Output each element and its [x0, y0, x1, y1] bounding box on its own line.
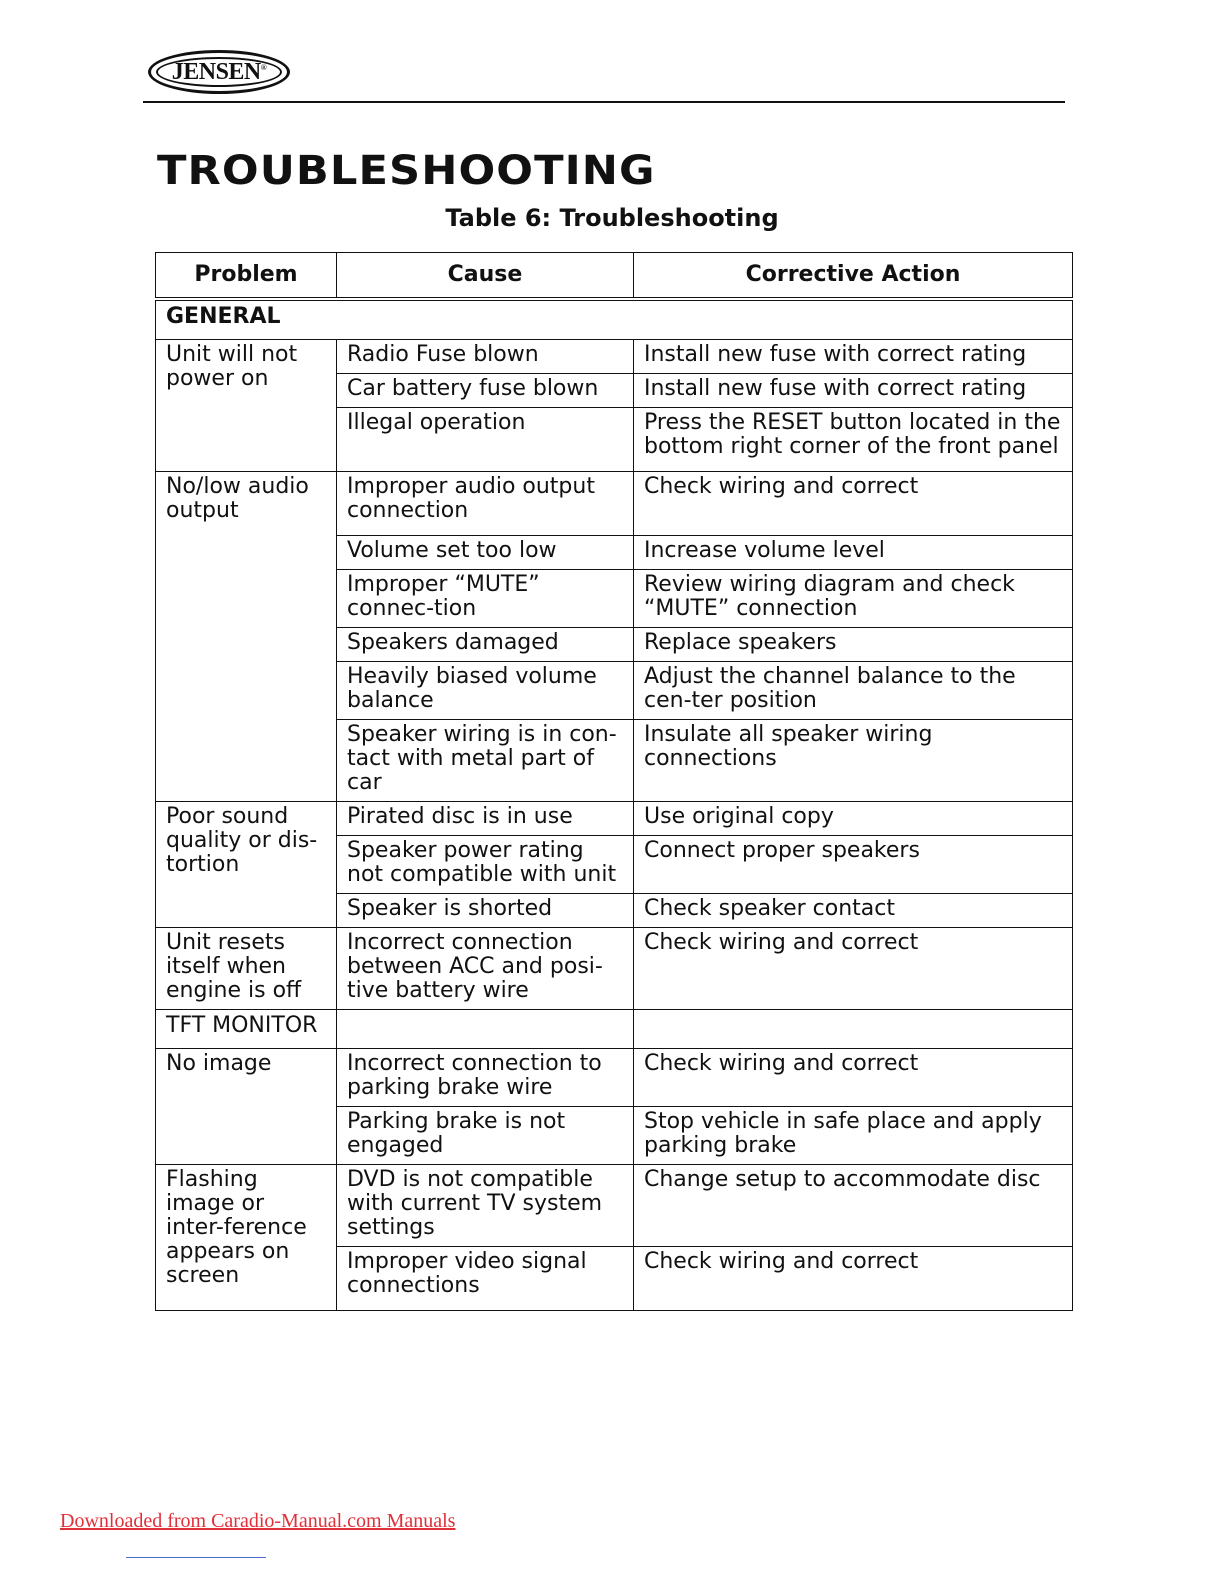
action-cell: Install new fuse with correct rating — [634, 340, 1073, 374]
action-cell: Check wiring and correct — [634, 1247, 1073, 1311]
jensen-logo — [148, 50, 290, 94]
header-corrective-action: Corrective Action — [634, 253, 1073, 300]
logo-text: JENSEN® — [171, 58, 267, 85]
action-cell: Stop vehicle in safe place and apply parking brake — [634, 1107, 1073, 1165]
section-row — [156, 1010, 1073, 1049]
action-cell: Adjust the channel balance to the cen-ter position — [634, 662, 1073, 720]
footer-download-link[interactable]: Downloaded from Caradio-Manual.com Manuals — [60, 1510, 456, 1532]
cause-cell: Car battery fuse blown — [337, 374, 634, 408]
action-cell: Check wiring and correct — [634, 928, 1073, 1010]
cause-cell: Radio Fuse blown — [337, 340, 634, 374]
empty-cell — [634, 1010, 1073, 1049]
problem-cell: Unit resets itself when engine is off — [156, 928, 337, 1010]
action-cell: Review wiring diagram and check “MUTE” connection — [634, 570, 1073, 628]
action-cell: Use original copy — [634, 802, 1073, 836]
problem-cell: Poor sound quality or dis-tortion — [156, 802, 337, 928]
cause-cell: Speaker wiring is in con-tact with metal part of car — [337, 720, 634, 802]
cause-cell: Incorrect connection between ACC and posi-tive battery wire — [337, 928, 634, 1010]
table-header-row — [156, 253, 1073, 300]
table-row — [156, 340, 1073, 374]
action-cell: Check speaker contact — [634, 894, 1073, 928]
cause-cell: Improper “MUTE” connec-tion — [337, 570, 634, 628]
cause-cell: Improper video signal connections — [337, 1247, 634, 1311]
table-row — [156, 1165, 1073, 1247]
section-row — [156, 299, 1073, 340]
cause-cell: Speakers damaged — [337, 628, 634, 662]
section-label: TFT MONITOR — [156, 1010, 337, 1049]
action-cell: Change setup to accommodate disc — [634, 1165, 1073, 1247]
action-cell: Check wiring and correct — [634, 472, 1073, 536]
cause-cell: DVD is not compatible with current TV system settings — [337, 1165, 634, 1247]
cause-cell: Pirated disc is in use — [337, 802, 634, 836]
cause-cell: Speaker is shorted — [337, 894, 634, 928]
cause-cell: Incorrect connection to parking brake wire — [337, 1049, 634, 1107]
action-cell: Check wiring and correct — [634, 1049, 1073, 1107]
problem-cell: Unit will not power on — [156, 340, 337, 472]
action-cell: Install new fuse with correct rating — [634, 374, 1073, 408]
header-cause: Cause — [337, 253, 634, 300]
header-problem: Problem — [156, 253, 337, 300]
cause-cell: Volume set too low — [337, 536, 634, 570]
table-row — [156, 1049, 1073, 1107]
section-label: GENERAL — [156, 299, 1073, 340]
cause-cell: Parking brake is not engaged — [337, 1107, 634, 1165]
header-rule — [143, 101, 1065, 103]
cause-cell: Heavily biased volume balance — [337, 662, 634, 720]
problem-cell: No image — [156, 1049, 337, 1165]
table-row — [156, 802, 1073, 836]
troubleshooting-table — [155, 252, 1073, 1311]
problem-cell: No/low audio output — [156, 472, 337, 802]
action-cell: Increase volume level — [634, 536, 1073, 570]
cause-cell: Improper audio output connection — [337, 472, 634, 536]
action-cell: Press the RESET button located in the bottom right corner of the front panel — [634, 408, 1073, 472]
action-cell: Replace speakers — [634, 628, 1073, 662]
action-cell: Insulate all speaker wiring connections — [634, 720, 1073, 802]
table-row — [156, 928, 1073, 1010]
action-cell: Connect proper speakers — [634, 836, 1073, 894]
table-caption: Table 6: Troubleshooting — [445, 204, 779, 232]
footer-underline — [126, 1557, 266, 1558]
cause-cell: Illegal operation — [337, 408, 634, 472]
table-row — [156, 472, 1073, 536]
page-title: TROUBLESHOOTING — [157, 148, 656, 194]
problem-cell: Flashing image or inter-ference appears on screen — [156, 1165, 337, 1311]
cause-cell: Speaker power rating not compatible with unit — [337, 836, 634, 894]
empty-cell — [337, 1010, 634, 1049]
